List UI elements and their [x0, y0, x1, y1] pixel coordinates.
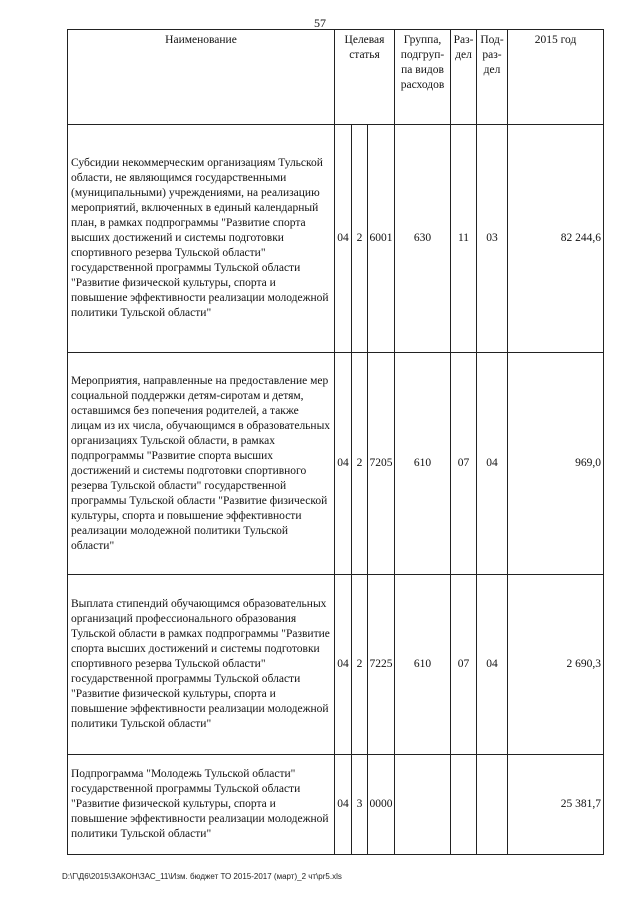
row-ts2: 2: [352, 575, 368, 755]
row-amount: 25 381,7: [508, 755, 604, 855]
row-name: Подпрограмма "Молодежь Тульской области" государственной программы Тульской области "Развитие физической культуры, спорта и повышение эффективности реализации молодежной политики Тульской области": [68, 755, 335, 855]
row-ts1: 04: [335, 575, 352, 755]
header-name: Наименование: [68, 30, 335, 125]
row-ts2: 2: [352, 353, 368, 575]
row-ts2: 2: [352, 125, 368, 353]
row-amount: 2 690,3: [508, 575, 604, 755]
row-section: 07: [451, 353, 477, 575]
row-ts1: 04: [335, 755, 352, 855]
row-subsection: 04: [477, 353, 508, 575]
row-ts3: 7225: [368, 575, 395, 755]
table-row: [68, 353, 604, 575]
header-year-2015: 2015 год: [508, 30, 604, 125]
row-section: [451, 755, 477, 855]
row-subsection: 04: [477, 575, 508, 755]
file-path-footer: D:\Г\Д6\2015\ЗАКОН\ЗАС_11\Изм. бюджет ТО 2015-2017 (март)_2 чт\pr5.xls: [62, 872, 342, 881]
row-ts2: 3: [352, 755, 368, 855]
row-ts3: 6001: [368, 125, 395, 353]
row-group: 610: [395, 353, 451, 575]
row-ts3: 7205: [368, 353, 395, 575]
row-section: 07: [451, 575, 477, 755]
table-row: [68, 125, 604, 353]
header-subsection: Под- раз- дел: [477, 30, 508, 125]
row-name: Мероприятия, направленные на предоставление мер социальной поддержки детям-сиротам и детям, оставшимся без попечения родителей, а также лицам из их числа, обучающимся в образовательных организациях Тульской области, в рамках подпрограммы "Развитие спорта высших достижений и системы подготовки спортивного резерва Тульской области" государственной программы Тульской области "Развитие физической культуры, спорта и повышение эффективности реализации молодежной политики Тульской области": [68, 353, 335, 575]
row-group: 610: [395, 575, 451, 755]
row-subsection: 03: [477, 125, 508, 353]
row-group: 630: [395, 125, 451, 353]
row-amount: 969,0: [508, 353, 604, 575]
row-subsection: [477, 755, 508, 855]
row-section: 11: [451, 125, 477, 353]
budget-table: [67, 29, 604, 855]
row-ts3: 0000: [368, 755, 395, 855]
header-section: Раз- дел: [451, 30, 477, 125]
header-target-article: Целевая статья: [335, 30, 395, 125]
table-row: [68, 755, 604, 855]
header-expense-group: Группа, подгруп- па видов расходов: [395, 30, 451, 125]
row-name: Субсидии некоммерческим организациям Тульской области, не являющимся государственными (муниципальными) учреждениями, на реализацию мероприятий, включенных в единый календарный план, в рамках подпрограммы "Развитие спорта высших достижений и системы подготовки спортивного резерва Тульской области" государственной программы Тульской области "Развитие физической культуры, спорта и повышение эффективности реализации молодежной политики Тульской области": [68, 125, 335, 353]
row-name: Выплата стипендий обучающимся образовательных организаций профессионального образования Тульской области в рамках подпрограммы "Развитие спорта высших достижений и системы подготовки спортивного резерва Тульской области" государственной программы Тульской области "Развитие физической культуры, спорта и повышение эффективности реализации молодежной политики Тульской области": [68, 575, 335, 755]
row-group: [395, 755, 451, 855]
page-number: 57: [314, 16, 326, 30]
row-ts1: 04: [335, 125, 352, 353]
row-amount: 82 244,6: [508, 125, 604, 353]
table-header-row: [68, 30, 604, 125]
row-ts1: 04: [335, 353, 352, 575]
table-row: [68, 575, 604, 755]
